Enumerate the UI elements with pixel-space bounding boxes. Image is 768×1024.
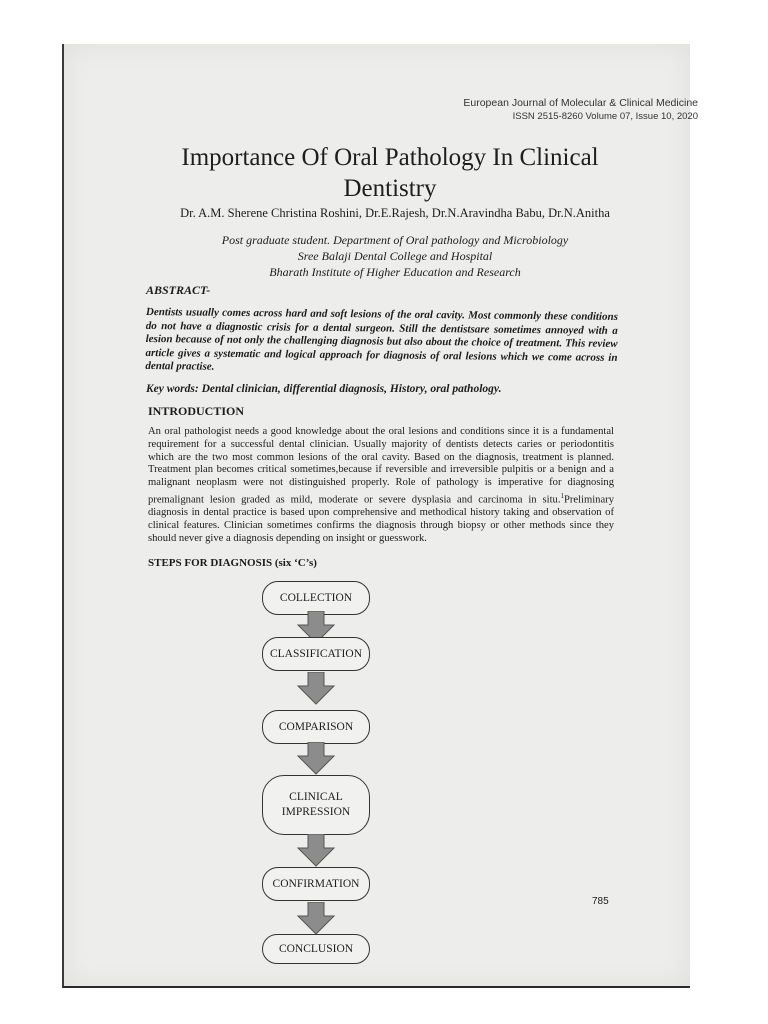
affiliation-line: Sree Balaji Dental College and Hospital <box>297 249 493 263</box>
introduction-text-part: An oral pathologist needs a good knowledge about the oral lesions and conditions since it is a fundamental requirement for a successful dental clinician. Usually majority of dentists detects caries or periodontitis which are the two most common lesions of the oral cavity. Based on the diagnosis, treatment is planned. Treatment plan becomes critical sometimes,because if reversible and irreversible pulpitis or a benign and a malignant neoplasm were not distinguished properly. Role of pathology is imperative for diagnosing premalignant lesion graded as mild, moderate or severe dysplasia and carcinoma in situ. <box>148 426 614 506</box>
paper-title: Importance Of Oral Pathology In Clinical Dentistry <box>181 144 599 202</box>
abstract-heading: ABSTRACT- <box>146 283 211 297</box>
flow-step-conclusion: CONCLUSION <box>262 934 370 964</box>
flow-step-clinical-impression: CLINICAL IMPRESSION <box>262 775 370 835</box>
keywords: Key words: Dental clinician, differential diagnosis, History, oral pathology. <box>146 383 502 395</box>
introduction-heading: INTRODUCTION <box>148 404 245 418</box>
page-number: 785 <box>592 896 609 907</box>
flow-step-comparison: COMPARISON <box>262 710 370 744</box>
affiliation-line: Post graduate student. Department of Oral pathology and Microbiology <box>221 233 569 247</box>
abstract-text: Dentists usually comes across hard and soft lesions of the oral cavity. Most commonly these conditions do not have a diagnostic crisis for a dental surgeon. Still the dentistsare sometimes annoyed with a lesion because of not only the challenging diagnosis but also about the choice of treatment. This review article gives a systematic and logical approach for diagnosis of oral lesions which we come across in dental practise. <box>145 306 618 373</box>
journal-issn: ISSN 2515-8260 Volume 07, Issue 10, 2020 <box>512 111 698 122</box>
down-arrow-icon <box>296 742 336 776</box>
flow-step-classification: CLASSIFICATION <box>262 637 370 671</box>
down-arrow-icon <box>296 902 336 936</box>
flow-step-collection: COLLECTION <box>262 581 370 615</box>
flow-step-confirmation: CONFIRMATION <box>262 867 370 901</box>
paper-authors: Dr. A.M. Sherene Christina Roshini, Dr.E.Rajesh, Dr.N.Aravindha Babu, Dr.N.Anitha <box>180 206 610 220</box>
citation-ref: 1 <box>560 491 564 500</box>
down-arrow-icon <box>296 834 336 868</box>
down-arrow-icon <box>296 672 336 706</box>
introduction-text-part: Preliminary diagnosis in dental practice is based upon comprehensive and methodical history taking and observation of clinical features. Clinician sometimes confirms the diagnosis through biopsy or other methods since they should never give a diagnosis depending on insight or guesswork. <box>148 494 614 544</box>
journal-name: European Journal of Molecular & Clinical Medicine <box>463 97 698 109</box>
steps-heading: STEPS FOR DIAGNOSIS (six ‘C’s) <box>148 557 317 569</box>
affiliation-line: Bharath Institute of Higher Education and Research <box>269 265 521 279</box>
